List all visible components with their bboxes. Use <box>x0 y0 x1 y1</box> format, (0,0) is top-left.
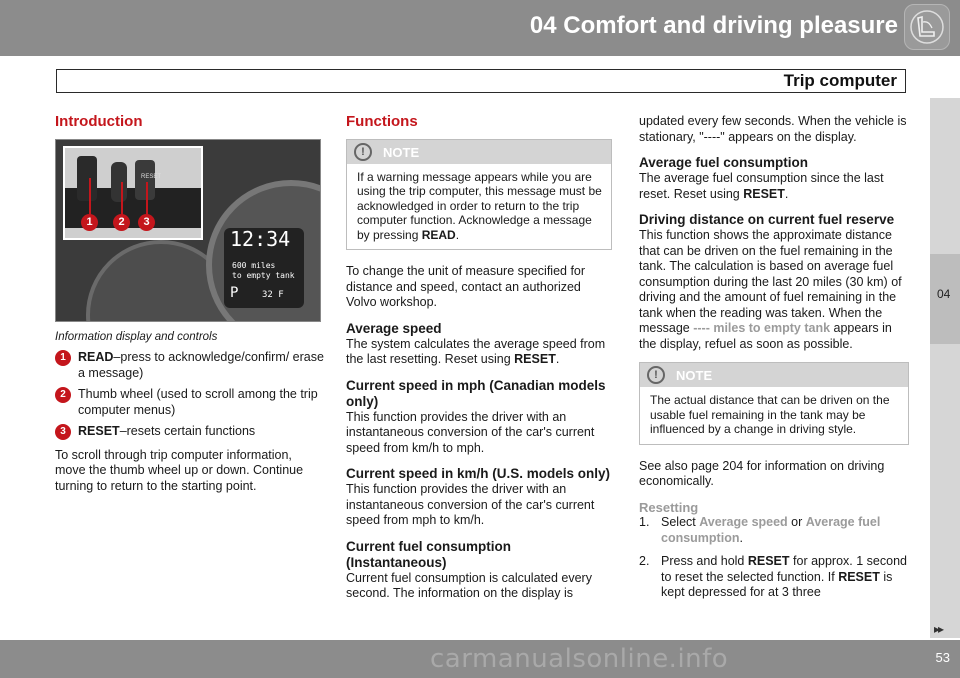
control-stalk-inset <box>63 146 203 240</box>
reserve-paragraph <box>639 228 909 352</box>
see-also-paragraph: See also page 204 for information on driving economically. <box>639 458 885 488</box>
avg-speed-paragraph: The system calculates the average speed from the last resetting. Reset using RESET. <box>346 336 606 366</box>
information-display <box>224 228 304 308</box>
functions-heading: Functions <box>346 113 418 130</box>
dashboard-figure <box>55 139 321 322</box>
next-page-arrows: ▸▸ <box>933 622 942 636</box>
item-bold: RESET <box>78 424 120 438</box>
avg-speed-bold: RESET <box>514 352 556 366</box>
mph-paragraph: This function provides the driver with an instantaneous conversion of the car's current speed from km/h to mph. <box>346 409 595 455</box>
kmh-heading: Current speed in km/h (U.S. models only) <box>346 466 611 481</box>
item-number: 2 <box>55 387 71 403</box>
callout-1: 1 <box>81 214 98 231</box>
introduction-heading: Introduction <box>55 113 143 130</box>
chapter-title: 04 Comfort and driving pleasure <box>529 12 898 39</box>
step2-bold-b: RESET <box>747 554 790 568</box>
step1-prefix: Select <box>661 515 700 529</box>
display-reserve: to empty tank <box>232 270 295 280</box>
list-item <box>55 350 325 381</box>
avg-fuel-bold: RESET <box>743 186 785 201</box>
step2-bold-d: RESET <box>838 569 880 584</box>
item-number: 3 <box>55 424 71 440</box>
column-introduction <box>55 114 325 504</box>
side-strip <box>930 98 960 638</box>
page-number: 53 <box>935 650 950 665</box>
step-item: 2. Press and hold RESET for approx. 1 second to reset the selected function. If RESET is kept depressed for at 3 three <box>639 554 907 599</box>
note-bold: READ <box>421 227 456 242</box>
note-text: If a warning message appears while you are using the trip computer, this message must be acknowledged in order to return to the trip computer function. Acknowledge a message by pressing <box>357 169 602 242</box>
note-body: The actual distance that can be driven on the usable fuel remaining in the tank may be influenced by a change in driving style. <box>650 393 890 436</box>
note-end: . <box>455 227 460 242</box>
step1-or: or <box>787 515 806 529</box>
step-item: 1. Select Average speed or Average fuel consumption. <box>639 515 881 545</box>
mph-heading: Current speed in mph (Canadian models only) <box>346 377 606 409</box>
note-body <box>347 164 611 250</box>
list-item <box>55 387 325 418</box>
resetting-steps <box>639 515 909 601</box>
column-functions <box>346 114 612 612</box>
step1-option-1: Average speed <box>699 515 788 529</box>
info-icon: ! <box>647 366 665 384</box>
step2-text-e: is kept depressed for at 3 three <box>661 569 893 599</box>
note-header <box>640 363 908 387</box>
kmh-paragraph: This function provides the driver with an instantaneous conversion of the car's current speed from mph to km/h. <box>346 482 595 527</box>
reserve-text: This function shows the approximate distance that can be driven on the fuel remaining in the tank. The calculation is based on average fuel consumption during the last 20 miles (30 km) of driving and the amount of fuel remaining in the tank when the reading was taken. When the message <box>639 228 902 335</box>
note-box <box>639 362 909 445</box>
chapter-tab-label: 04 <box>937 287 951 301</box>
note-label: NOTE <box>383 144 420 160</box>
intro-paragraph: To scroll through trip computer information, move the thumb wheel up or down. Continue turning to return to the starting point. <box>55 447 304 493</box>
step1-option-2: Average fuel consumption <box>661 515 881 545</box>
unit-paragraph: To change the unit of measure specified for distance and speed, contact an authorized Volvo workshop. <box>346 264 586 309</box>
item-text: –press to acknowledge/confirm/ erase a message) <box>78 350 324 380</box>
chapter-header <box>0 0 960 56</box>
column-continued <box>639 114 909 609</box>
reserve-end: appears in the display, refuel as soon as possible. <box>639 321 892 351</box>
avg-speed-heading: Average speed <box>346 320 442 336</box>
item-text: –resets certain functions <box>119 424 256 438</box>
avg-fuel-paragraph: The average fuel consumption since the last reset. Reset using RESET. <box>639 171 884 201</box>
seat-icon <box>904 4 950 50</box>
callout-3: 3 <box>138 214 155 231</box>
watermark: carmanualsonline.info <box>430 644 729 674</box>
avg-fuel-text: The average fuel consumption since the last reset. Reset using <box>639 171 884 201</box>
section-title: Trip computer <box>783 71 897 90</box>
item-number: 1 <box>55 350 71 366</box>
display-gear: P <box>230 284 239 301</box>
reserve-highlight: ---- miles to empty tank <box>693 321 831 335</box>
display-temp: 32 F <box>262 289 284 300</box>
display-time: 12:34 <box>230 226 291 251</box>
display-miles: 600 miles <box>232 260 276 270</box>
svg-text:RESET: RESET <box>141 173 162 180</box>
fuel-heading: Current fuel consumption (Instantaneous) <box>346 538 511 570</box>
item-bold: READ <box>78 350 114 364</box>
figure-caption: Information display and controls <box>55 330 218 343</box>
chapter-tab <box>930 254 960 344</box>
fuel-paragraph: Current fuel consumption is calculated every second. The information on the display is <box>346 570 592 600</box>
callout-2: 2 <box>113 214 130 231</box>
info-icon: ! <box>354 143 372 161</box>
resetting-heading: Resetting <box>639 499 699 515</box>
step2-text-a: Press and hold <box>661 554 748 568</box>
section-bar <box>56 69 906 93</box>
note-box <box>346 139 612 251</box>
note-label: NOTE <box>676 368 713 383</box>
step2-text-c: for approx. 1 second to reset the selected function. If <box>661 554 907 584</box>
reserve-heading: Driving distance on current fuel reserve <box>639 212 895 227</box>
list-item <box>55 424 325 440</box>
item-text: Thumb wheel (used to scroll among the trip computer menus) <box>78 387 318 417</box>
note-header <box>347 140 611 164</box>
avg-fuel-heading: Average fuel consumption <box>639 155 809 170</box>
continued-paragraph: updated every few seconds. When the vehicle is stationary, "----" appears on the display. <box>639 114 907 144</box>
avg-speed-text: The system calculates the average speed from the last resetting. Reset using <box>346 336 606 366</box>
